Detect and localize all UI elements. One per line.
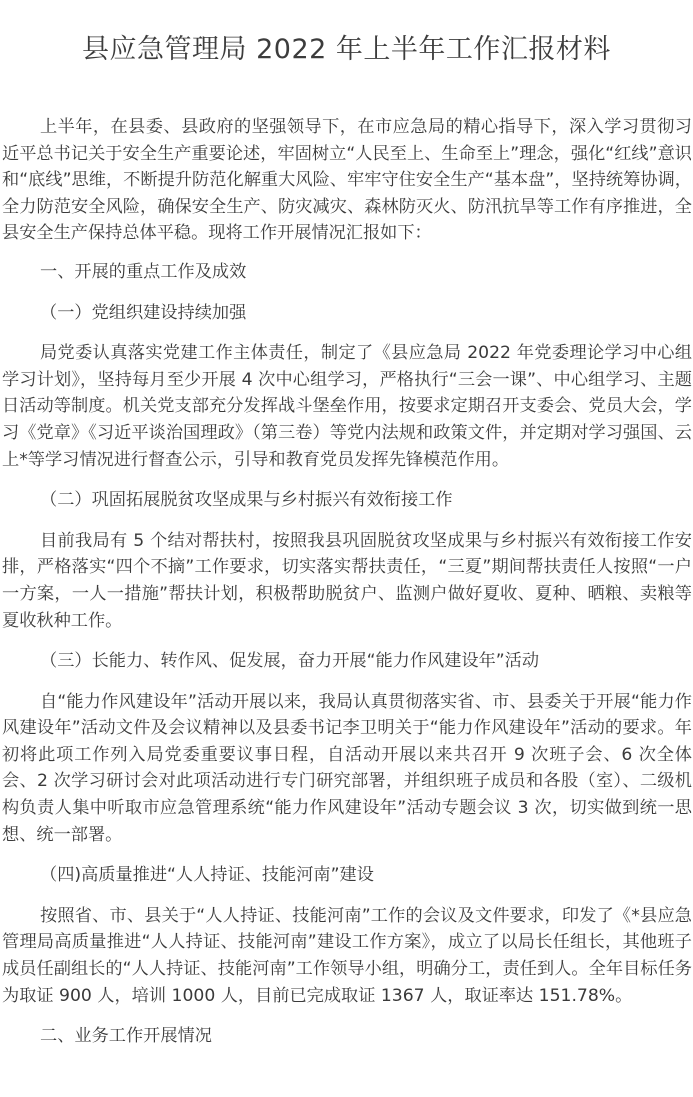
section-heading-2: 二、业务工作开展情况 bbox=[40, 1026, 212, 1047]
document-title: 县应急管理局 2022 年上半年工作汇报材料 bbox=[82, 34, 611, 65]
subsection-heading-2: （二）巩固拓展脱贫攻坚成果与乡村振兴有效衔接工作 bbox=[40, 490, 453, 511]
subsection-body-2: 目前我局有 5 个结对帮扶村，按照我县巩固脱贫攻坚成果与乡村振兴有效衔接工作安排，严格落实“四个不摘”工作要求，切实落实帮扶责任，“三夏”期间帮扶责任人按照“一户一方案，一人一措施”帮扶计划，积极帮助脱贫户、监测户做好夏收、夏种、晒粮、卖粮等夏收秋种工作。 bbox=[2, 530, 692, 631]
section-heading-1: 一、开展的重点工作及成效 bbox=[40, 261, 247, 282]
subsection-heading-4: （四)高质量推进“人人持证、技能河南”建设 bbox=[40, 865, 374, 886]
subsection-body-4: 按照省、市、县关于“人人持证、技能河南”工作的会议及文件要求，印发了《*县应急管理局高质量推进“人人持证、技能河南”建设工作方案》，成立了以局长任组长，其他班子成员任副组长的“人人持证、技能河南”工作领导小组，明确分工，责任到人。全年目标任务为取证 900 人，培训 1000 人，目前已完成取证 1367 人，取证率达 151.78%。 bbox=[2, 905, 692, 1006]
document-body bbox=[2, 114, 692, 1050]
subsection-body-1: 局党委认真落实党建工作主体责任，制定了《县应急局 2022 年党委理论学习中心组学习计划》，坚持每月至少开展 4 次中心组学习，严格执行“三会一课”、中心组学习、主题日活动等制度。机关党支部充分发挥战斗堡垒作用，按要求定期召开支委会、党员大会，学习《党章》《习近平谈治国理政》（第三卷）等党内法规和政策文件，并定期对学习强国、云上*等学习情况进行督查公示，引导和教育党员发挥先锋模范作用。 bbox=[2, 343, 692, 470]
intro-paragraph: 上半年，在县委、县政府的坚强领导下，在市应急局的精心指导下，深入学习贯彻习近平总书记关于安全生产重要论述，牢固树立“人民至上、生命至上”理念，强化“红线”意识和“底线”思维，不断提升防范化解重大风险、牢牢守住安全生产“基本盘”，坚持统筹协调，全力防范安全风险，确保安全生产、防灾减灾、森林防灭火、防汛抗旱等工作有序推进，全县安全生产保持总体平稳。现将工作开展情况汇报如下： bbox=[2, 117, 692, 244]
subsection-heading-3: （三）长能力、转作风、促发展，奋力开展“能力作风建设年”活动 bbox=[40, 651, 540, 672]
subsection-body-3: 自“能力作风建设年”活动开展以来，我局认真贯彻落实省、市、县委关于开展“能力作风建设年”活动文件及会议精神以及县委书记李卫明关于“能力作风建设年”活动的要求。年初将此项工作列入局党委重要议事日程，自活动开展以来共召开 9 次班子会、6 次全体会、2 次学习研讨会对此项活动进行专门研究部署，并组织班子成员和各股（室）、二级机构负责人集中听取市应急管理系统“能力作风建设年”活动专题会议 3 次，切实做到统一思想、统一部署。 bbox=[2, 691, 692, 845]
subsection-heading-1: （一）党组织建设持续加强 bbox=[40, 302, 247, 323]
